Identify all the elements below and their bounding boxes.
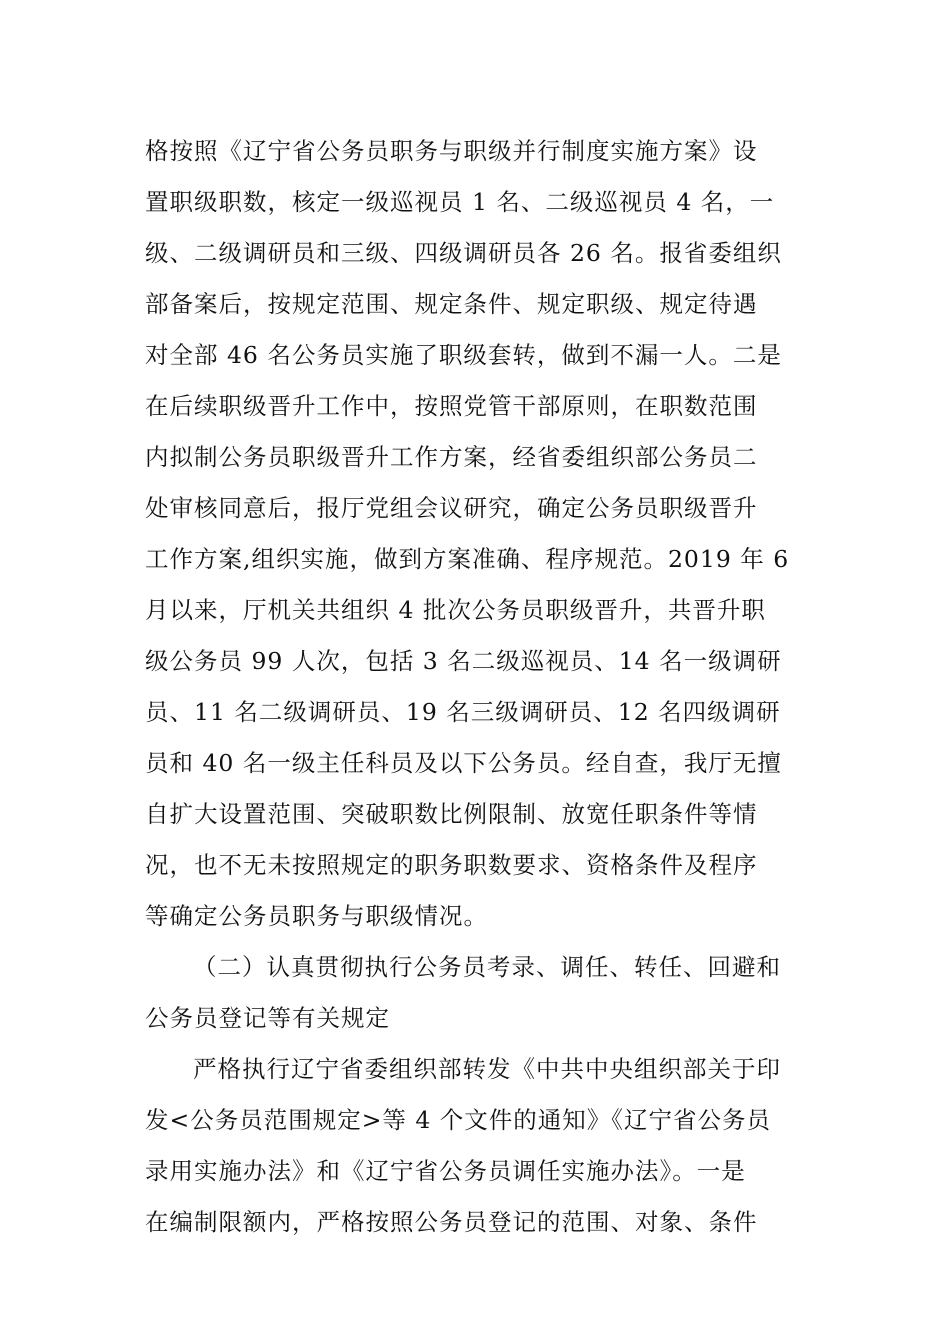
body-line-11: 级公务员 99 人次，包括 3 名二级巡视员、14 名一级调研 <box>145 647 782 675</box>
body-line-13: 员和 40 名一级主任科员及以下公务员。经自查，我厅无擅 <box>145 749 782 777</box>
paragraph-line-3: 录用实施办法》和《辽宁省公务员调任实施办法》。一是 <box>145 1157 746 1185</box>
body-line-10: 月以来，厅机关共组织 4 批次公务员职级晋升，共晋升职 <box>145 596 766 624</box>
section-heading-line-2: 公务员登记等有关规定 <box>145 1004 390 1032</box>
body-line-14: 自扩大设置范围、突破职数比例限制、放宽任职条件等情 <box>145 800 758 828</box>
body-line-9: 工作方案,组织实施，做到方案准确、程序规范。2019 年 6 <box>145 545 790 573</box>
body-line-1: 格按照《辽宁省公务员职务与职级并行制度实施方案》设 <box>145 137 758 165</box>
body-line-7: 内拟制公务员职级晋升工作方案，经省委组织部公务员二 <box>145 443 758 471</box>
paragraph-line-4: 在编制限额内，严格按照公务员登记的范围、对象、条件 <box>145 1208 758 1236</box>
body-line-16: 等确定公务员职务与职级情况。 <box>145 902 488 930</box>
body-line-15: 况，也不无未按照规定的职务职数要求、资格条件及程序 <box>145 851 758 879</box>
body-line-5: 对全部 46 名公务员实施了职级套转，做到不漏一人。二是 <box>145 341 782 369</box>
body-line-3: 级、二级调研员和三级、四级调研员各 26 名。报省委组织 <box>145 239 782 267</box>
body-line-6: 在后续职级晋升工作中，按照党管干部原则，在职数范围 <box>145 392 758 420</box>
paragraph-line-1: 严格执行辽宁省委组织部转发《中共中央组织部关于印 <box>193 1055 781 1083</box>
body-line-2: 置职级职数，核定一级巡视员 1 名、二级巡视员 4 名，一 <box>145 188 775 216</box>
section-heading-line-1: （二）认真贯彻执行公务员考录、调任、转任、回避和 <box>193 953 781 981</box>
body-line-8: 处审核同意后，报厅党组会议研究，确定公务员职级晋升 <box>145 494 758 522</box>
body-line-12: 员、11 名二级调研员、19 名三级调研员、12 名四级调研 <box>145 698 781 726</box>
body-line-4: 部备案后，按规定范围、规定条件、规定职级、规定待遇 <box>145 290 758 318</box>
paragraph-line-2: 发<公务员范围规定>等 4 个文件的通知》《辽宁省公务员 <box>145 1106 772 1134</box>
